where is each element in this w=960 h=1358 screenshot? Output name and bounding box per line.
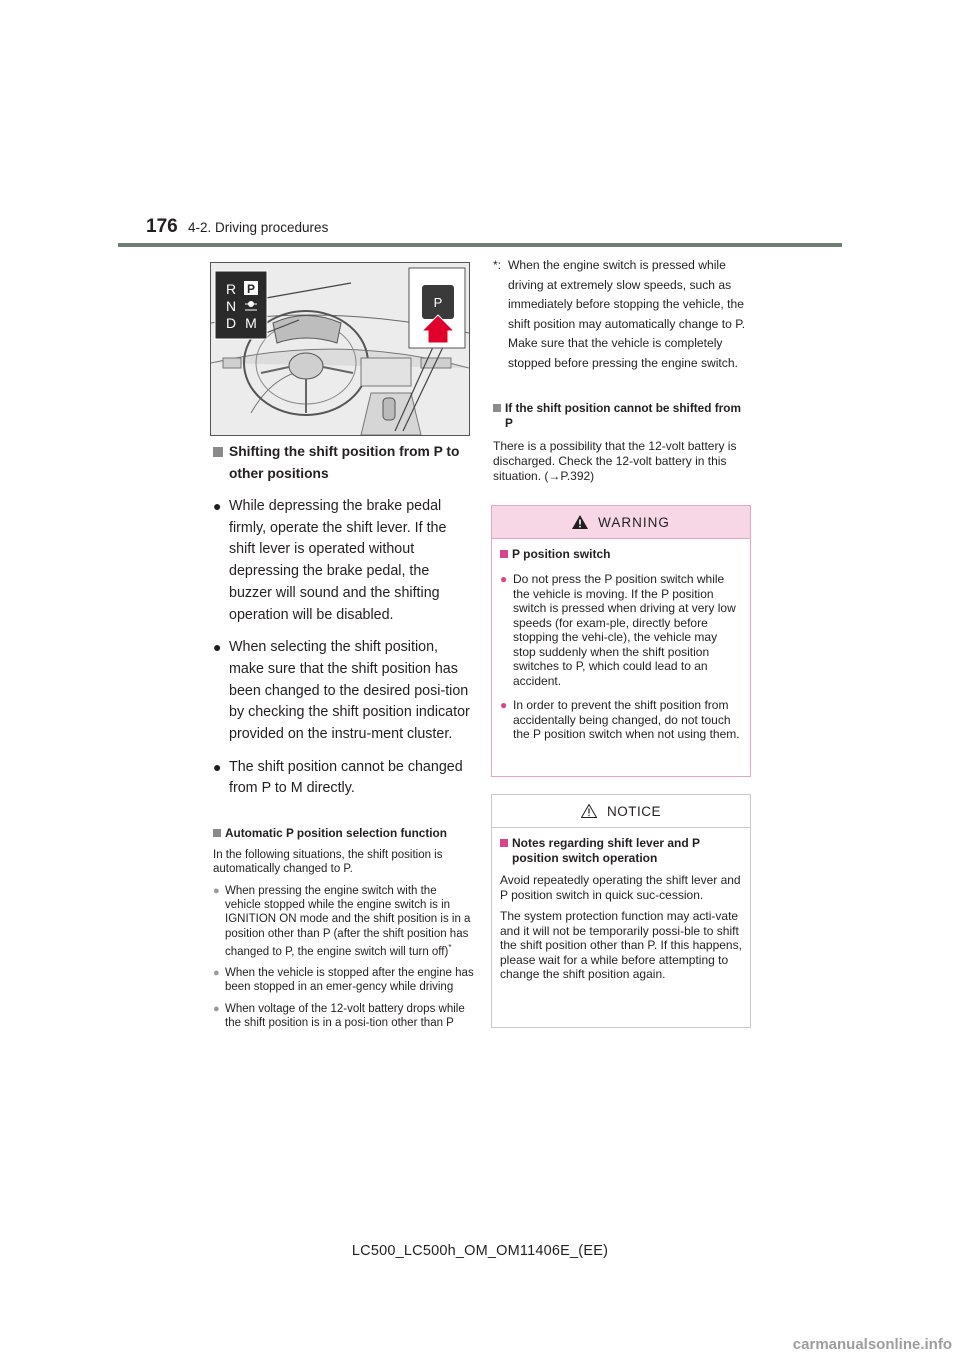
list-item	[213, 1002, 475, 1031]
list-item	[213, 637, 475, 746]
cannot-shift-heading-text: If the shift position cannot be shifted from P	[505, 401, 741, 430]
notice-title: NOTICE	[606, 803, 661, 819]
indicator-m: M	[245, 315, 257, 331]
notice-paragraph: Avoid repeatedly operating the shift lever and P position switch in quick suc-cession.	[500, 873, 741, 902]
bullet-icon: ●	[500, 572, 508, 586]
list-item	[213, 496, 475, 626]
warning-box	[491, 505, 751, 777]
asterisk-note	[493, 256, 751, 374]
bullet-text: While depressing the brake pedal firmly, operate the shift lever. If the shift lever is operated without depressing the brake pedal, the buzzer will sound and the shifting operation will be disabled.	[229, 498, 447, 623]
warning-subheading	[500, 547, 742, 562]
bullet-icon: ●	[213, 639, 222, 656]
watermark: carmanualsonline.info	[792, 1336, 952, 1353]
auto-p-heading-text: Automatic P position selection function	[225, 826, 447, 841]
warning-title: WARNING	[598, 514, 670, 530]
square-bullet-icon	[213, 829, 221, 837]
notice-subheading-text: Notes regarding shift lever and P position switch operation	[512, 836, 700, 865]
bullet-text: When voltage of the 12-volt battery drops while the shift position is in a posi-tion other than P	[225, 1002, 465, 1029]
bullet-text: When the vehicle is stopped after the engine has been stopped in an emer-gency while driving	[225, 967, 474, 994]
asterisk-mark: *	[448, 942, 452, 952]
asterisk-label: *:	[493, 258, 502, 272]
square-bullet-icon	[493, 404, 501, 412]
bullet-text: Do not press the P position switch while the vehicle is moving. If the P position switch is pressed when driving at very low speeds (for exam-ple, directly before stopping the vehi-cle), the vehicle may stop suddenly when the shift position switches to P, which could lead to an accident.	[513, 572, 736, 688]
bullet-icon: ●	[213, 758, 222, 775]
indicator-n: N	[225, 298, 237, 314]
list-item	[213, 757, 475, 800]
shift-heading	[213, 441, 475, 485]
auto-p-heading	[213, 826, 475, 841]
bullet-text: When pressing the engine switch with the vehicle stopped while the engine switch is in IGNITION ON mode and the shift position is in a position other than P (after the shift position has changed to P, the engine switch will turn off)*	[225, 884, 471, 958]
left-column	[213, 441, 475, 1030]
list-item	[213, 966, 475, 995]
bullet-text: The shift position cannot be changed from P to M directly.	[229, 758, 463, 797]
indicator-r: R	[225, 281, 237, 297]
notice-icon	[581, 804, 597, 818]
shift-heading-text: Shifting the shift position from P to other positions	[229, 444, 460, 481]
p-switch-label: P	[433, 295, 443, 310]
warning-subheading-text: P position switch	[512, 547, 611, 561]
list-item	[500, 698, 742, 742]
dashboard-illustration	[210, 262, 470, 436]
page-reference-link[interactable]: P.392)	[560, 468, 595, 483]
indicator-d: D	[225, 315, 237, 331]
bullet-icon: ●	[213, 1002, 220, 1015]
notice-paragraph: The system protection function may acti-vate and it will not be temporarily possi-ble to shift the shift position other than P. If this happens, please wait for a while before attempting to change the shift position again.	[500, 909, 742, 981]
cannot-shift-text: There is a possibility that the 12-volt battery is discharged. Check the 12-volt battery in this situation. (→P.392)	[493, 439, 737, 483]
document-code: LC500_LC500h_OM_OM11406E_(EE)	[351, 1243, 609, 1259]
square-bullet-icon	[213, 447, 223, 457]
square-bullet-icon	[500, 839, 508, 847]
indicator-p: P	[246, 282, 256, 296]
square-bullet-icon	[500, 550, 508, 558]
bullet-icon: ●	[213, 967, 220, 980]
warning-icon	[572, 515, 588, 529]
notice-subheading	[500, 836, 742, 866]
cannot-shift-section	[493, 401, 751, 483]
cockpit-drawing	[211, 263, 469, 435]
header-rule	[118, 243, 842, 247]
bullet-icon: ●	[500, 698, 508, 712]
bullet-icon: ●	[213, 498, 222, 514]
page-number: 176	[146, 216, 178, 237]
section-title: 4-2. Driving procedures	[188, 220, 329, 235]
cannot-shift-heading	[493, 401, 751, 431]
bullet-icon: ●	[213, 884, 220, 897]
arrow-icon: →	[548, 468, 561, 483]
bullet-text: When selecting the shift position, make sure that the shift position has been changed to the desired posi-tion by checking the shift position indicator provided on the instru-ment cluster.	[229, 639, 470, 743]
notice-header	[492, 795, 750, 828]
list-item	[213, 884, 475, 959]
asterisk-note-text: When the engine switch is pressed while driving at extremely slow speeds, such as immediately before stopping the vehicle, the shift position may automatically change to P. Make sure that the vehicle is completely stopped before pressing the engine switch.	[508, 258, 746, 370]
notice-box	[491, 794, 751, 1028]
auto-p-intro: In the following situations, the shift position is automatically changed to P.	[213, 849, 443, 876]
bullet-text: In order to prevent the shift position from accidentally being changed, do not touch the P position switch when not using them.	[513, 698, 740, 741]
list-item	[500, 572, 742, 688]
warning-header	[492, 506, 750, 539]
